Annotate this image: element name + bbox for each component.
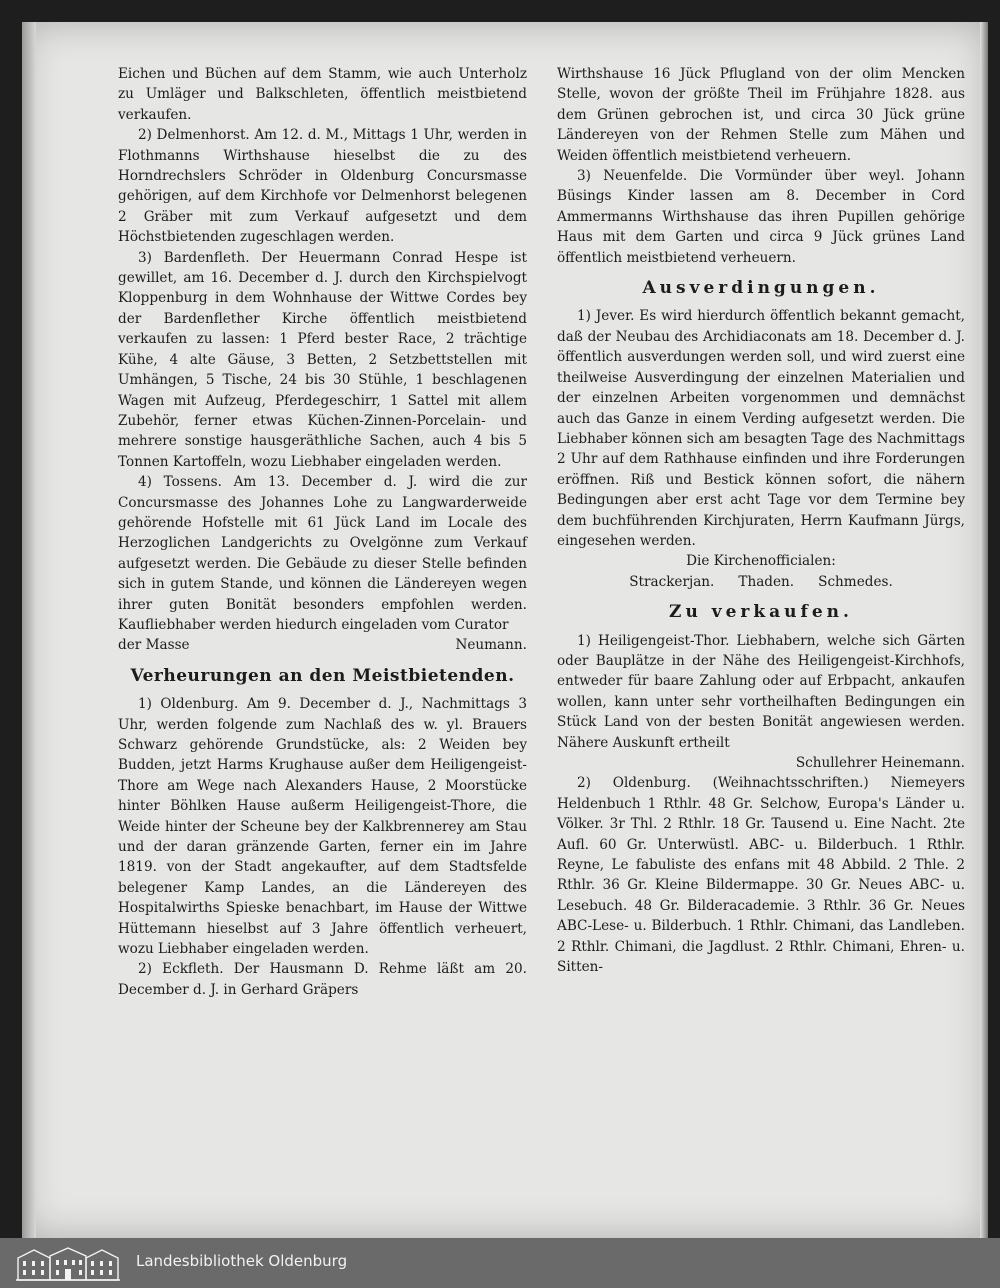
paragraph: 3) Neuenfelde. Die Vormünder über weyl. Johann Büsings Kinder lassen am 8. December in Cord Ammermanns Wirthshause das ihren Pupillen gehörige Haus mit dem Garten und circa 9 Jück grünes Land öffentlich meistbietend verheuern. (557, 168, 965, 266)
officials-label: Die Kirchenofficialen: (686, 553, 836, 570)
paragraph: 1) Heiligengeist-Thor. Liebhabern, welche sich Gärten oder Bauplätze in der Nähe des Heiligengeist-Kirchhofs, entweder für baare Zahlung oder auf Erbpacht, ankaufen wollen, kann unter sehr vortheilhaften Bedingungen ein Stück Land von der besten Bonität angewiesen werden. Nähere Auskunft ertheilt (557, 632, 965, 751)
paragraph: 3) Bardenfleth. Der Heuermann Conrad Hespe ist gewillet, am 16. December d. J. durch den Kirchspielvogt Kloppenburg in dem Wohnhause der Wittwe Cordes bey der Bardenflether Kirche öffentlich meistbietend verkaufen zu lassen: 1 Pferd bester Race, 2 trächtige Kühe, 4 alte Gäuse, 3 Betten, 2 Setzbettstellen mit Umhängen, 5 Tische, 24 bis 30 Stühle, 1 beschlagenen Wagen mit Aufzeug, Pferdegeschirr, 1 Sattel mit allem Zubehör, ferner etwas Küchen-Zinnen-Porcelain- und mehrere sonstige hausgeräthliche Sachen, auch 4 bis 5 Tonnen Kartoffeln, wozu Liebhaber eingeladen werden. (118, 249, 527, 470)
paragraph: 2) Oldenburg. (Weihnachtsschriften.) Niemeyers Heldenbuch 1 Rthlr. 48 Gr. Selchow, Europa's Länder u. Völker. 3r Thl. 2 Rthlr. 18 Gr. Tausend u. Eine Nacht. 2te Aufl. 60 Gr. Unterwüstl. ABC- u. Bilderbuch. 1 Rthlr. Reyne, Le fabuliste des enfans mit 48 Abbild. 2 Thle. 2 Rthlr. 36 Gr. Kleine Bildermappe. 30 Gr. Neues ABC- u. Lesebuch. 48 Gr. Bilderacademie. 3 Rthlr. 36 Gr. Neues ABC-Lese- u. Bilderbuch. 1 Rthlr. Chimani, das Landleben. 2 Rthlr. Chimani, die Jagdlust. 2 Rthlr. Chimani, Ehren- u. Sitten- (557, 775, 965, 976)
paragraph: 2) Eckfleth. Der Hausmann D. Rehme läßt am 20. December d. J. in Gerhard Gräpers (118, 961, 527, 998)
paragraph: 4) Tossens. Am 13. December d. J. wird die zur Concursmasse des Johannes Lohe zu Langwarderweide gehörende Hofstelle mit 61 Jück Land im Locale des Herzoglichen Landgerichts zu Ovelgönne zum Verkauf aufgesetzt werden. Die Gebäude zu dieser Stelle befinden sich in gutem Stande, und können die Ländereyen wegen ihrer guten Bonität besonders empfohlen werden. Kaufliebhaber werden hiedurch eingeladen vom Curator (118, 474, 527, 633)
paragraph: Eichen und Büchen auf dem Stamm, wie auch Unterholz zu Umläger und Balkschleten, öffentlich meistbietend verkaufen. (118, 66, 527, 123)
document-page (22, 22, 988, 1238)
library-name: Landesbibliothek Oldenburg (136, 1252, 348, 1270)
library-building-icon (14, 1244, 122, 1282)
officials-names (557, 572, 965, 592)
section-heading: Ausverdingungen. (642, 278, 880, 299)
footer-bar (0, 1238, 1000, 1288)
left-column (118, 64, 527, 1000)
official-name: Schmedes. (818, 573, 893, 590)
paragraph: 1) Oldenburg. Am 9. December d. J., Nachmittags 3 Uhr, werden folgende zum Nachlaß des w. yl. Brauers Schwarz gehörende Grundstücke, als: 2 Weiden bey Budden, jetzt Harms Krughause außer dem Heiligengeist-Thore am Wege nach Alexanders Hause, 2 Moorstücke hinter Böhlken Hause außerm Heiligengeist-Thore, die Weide hinter der Scheune bey der Kalkbrennerey am Stau und der daran gränzende Garten, ferner ein im Jahre 1819. von der Stadt angekaufter, auf dem Stadtsfelde belegener Kamp Landes, an die Ländereyen des Hospitalwirths Spieske benachbart, im Hause der Wittwe Hüttemann hieselbst auf 3 Jahre öffentlich verheuert, wozu Liebhaber eingeladen werden. (118, 696, 527, 958)
paragraph: 2) Delmenhorst. Am 12. d. M., Mittags 1 Uhr, werden in Flothmanns Wirthshause hieselbst die zu des Horndrechslers Schröder in Oldenburg Concursmasse gehörigen, auf dem Kirchhofe vor Delmenhorst belegenen 2 Gräber mit zum Verkauf aufgesetzt und dem Höchstbietenden zugeschlagen werden. (118, 127, 527, 246)
right-column (557, 64, 965, 977)
paragraph: Wirthshause 16 Jück Pflugland von der olim Mencken Stelle, wovon der größte Theil im Frühjahre 1828. aus dem Grünen gebrochen ist, und circa 30 Jück grüne Ländereyen von der Rehmen Stelle zum Mähen und Weiden öffentlich meistbietend verheuern. (557, 66, 965, 164)
signature: Schullehrer Heinemann. (795, 755, 965, 771)
signature-line (118, 635, 527, 655)
page-spine-shadow (22, 22, 36, 1238)
section-heading: Zu verkaufen. (669, 602, 853, 623)
signature-name: Neumann. (455, 637, 527, 654)
official-name: Strackerjan. (629, 573, 715, 590)
official-name: Thaden. (738, 573, 795, 590)
section-heading: Verheurungen an den Meistbietenden. (130, 665, 515, 686)
signature-left: der Masse (118, 637, 190, 654)
page-edge-shadow (980, 22, 988, 1238)
paragraph: 1) Jever. Es wird hierdurch öffentlich bekannt gemacht, daß der Neubau des Archidiaconats am 18. December d. J. öffentlich ausverdungen werden soll, und wird zuerst eine theilweise Ausverdingung der einzelnen Materialien und der einzelnen Arbeiten vorgenommen und demnächst auch das Ganze in einem Verding aufgesetzt werden. Die Liebhaber können sich am besagten Tage des Nachmittags 2 Uhr auf dem Rathhause einfinden und ihre Forderungen eröffnen. Riß und Bestick können sofort, die nähern Bedingungen aber erst acht Tage vor dem Termine bey dem buchführenden Kirchjuraten, Herrn Kaufmann Jürgs, eingesehen werden. (557, 308, 965, 549)
